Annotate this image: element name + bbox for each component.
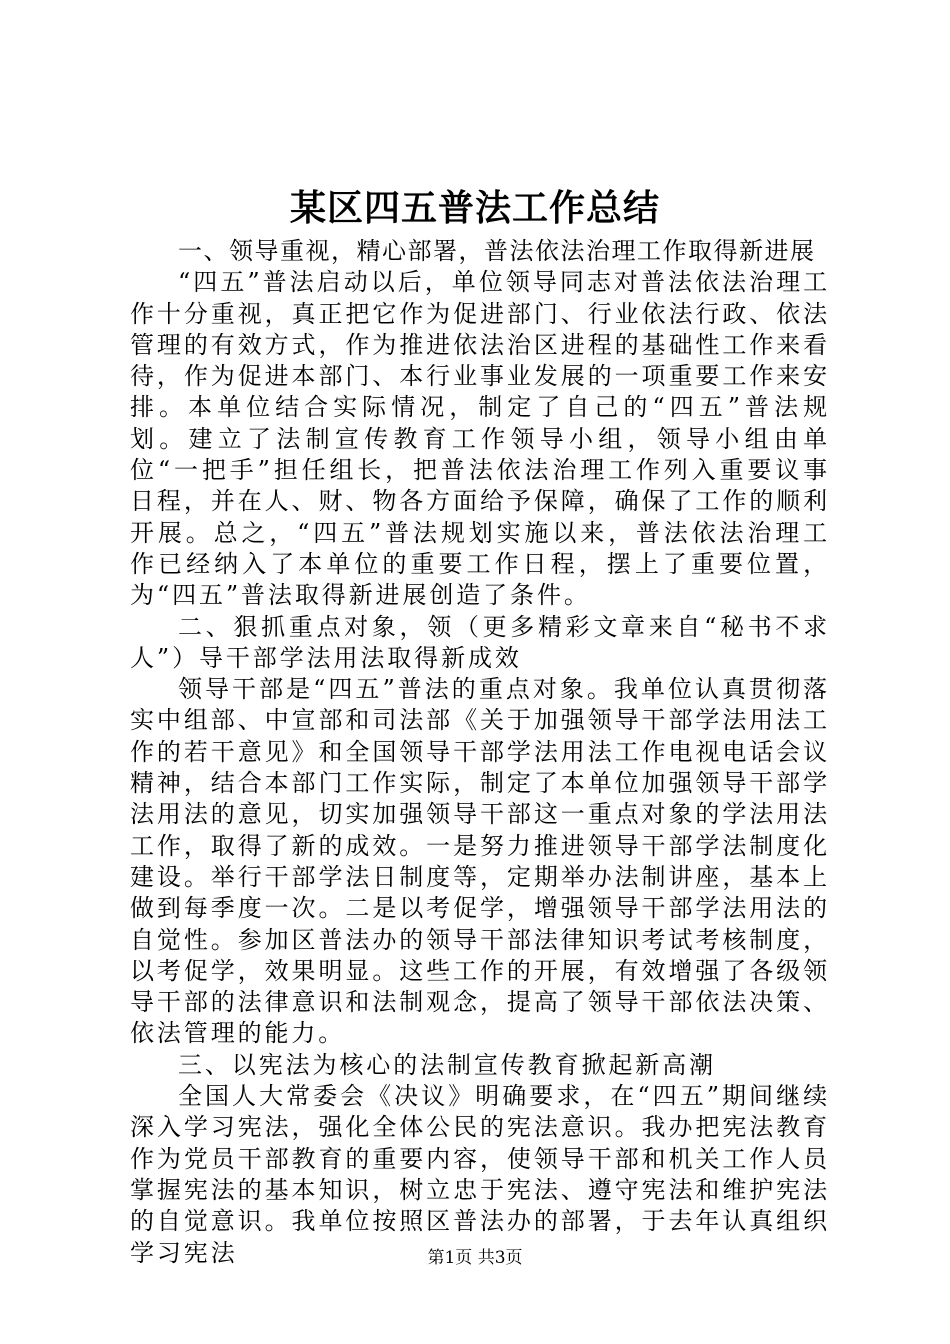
paragraph-2: 领导干部是“四五”普法的重点对象。我单位认真贯彻落实中组部、中宣部和司法部《关于加强领导干部学法用法工作的若干意见》和全国领导干部学法用法工作电视电话会议精神，结合本部门工作实际，制定了本单位加强领导干部学法用法的意见，切实加强领导干部这一重点对象的学法用法工作，取得了新的成效。一是努力推进领导干部学法制度化建设。举行干部学法日制度等，定期举办法制讲座，基本上做到每季度一次。二是以考促学，增强领导干部学法用法的自觉性。参加区普法办的领导干部法律知识考试考核制度，以考促学，效果明显。这些工作的开展，有效增强了各级领导干部的法律意识和法制观念，提高了领导干部依法决策、依法管理的能力。 bbox=[130, 675, 830, 1048]
section-heading-3: 三、以宪法为核心的法制宣传教育掀起新高潮 bbox=[178, 1050, 716, 1079]
paragraph-1: “四五”普法启动以后，单位领导同志对普法依法治理工作十分重视，真正把它作为促进部门、行业依法行政、依法管理的有效方式，作为推进依法治区进程的基础性工作来看待，作为促进本部门、本行业事业发展的一项重要工作来安排。本单位结合实际情况，制定了自己的“四五”普法规划。建立了法制宣传教育工作领导小组，领导小组由单位“一把手”担任组长，把普法依法治理工作列入重要议事日程，并在人、财、物各方面给予保障，确保了工作的顺利开展。总之，“四五”普法规划实施以来，普法依法治理工作已经纳入了本单位的重要工作日程，摆上了重要位置，为“四五”普法取得新进展创造了条件。 bbox=[130, 268, 830, 610]
section-heading-1: 一、领导重视，精心部署，普法依法治理工作取得新进展 bbox=[178, 237, 816, 265]
document-title: 某区四五普法工作总结 bbox=[289, 187, 660, 229]
page-number: 第1页 共3页 bbox=[427, 1248, 523, 1268]
section-heading-2: 二、狠抓重点对象，领（更多精彩文章来自“秘书不求人”）导干部学法用法取得新成效 bbox=[130, 612, 830, 672]
document-body bbox=[130, 236, 830, 1269]
paragraph-3: 全国人大常委会《决议》明确要求，在“四五”期间继续深入学习宪法，强化全体公民的宪法意识。我办把宪法教育作为党员干部教育的重要内容，使领导干部和机关工作人员掌握宪法的基本知识，树立忠于宪法、遵守宪法和维护宪法的自觉意识。我单位按照区普法办的部署，于去年认真组织学习宪法 bbox=[130, 1082, 830, 1267]
